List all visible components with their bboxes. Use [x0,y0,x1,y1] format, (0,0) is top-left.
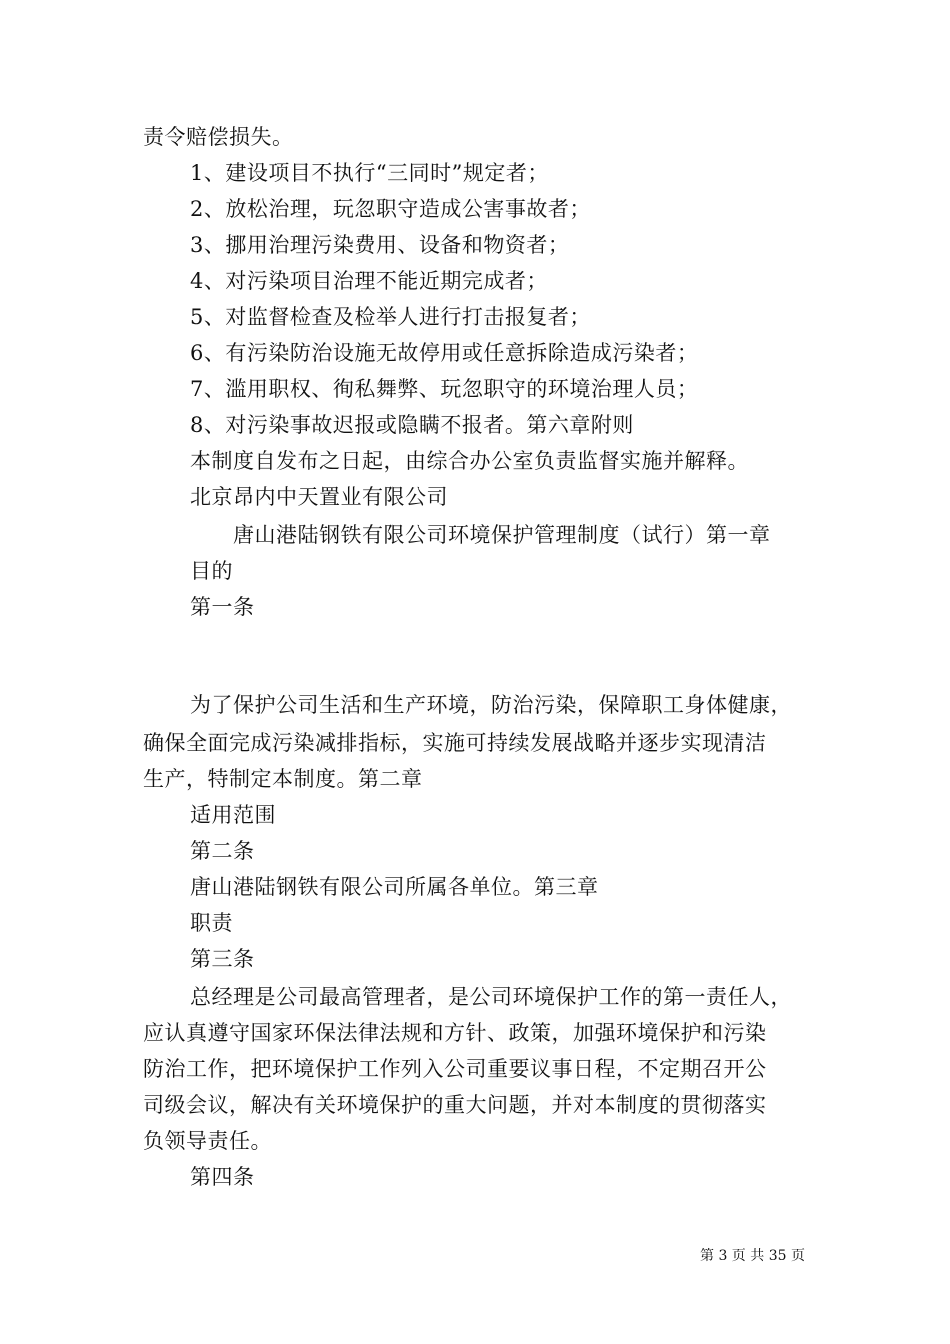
article-heading: 第四条 [190,1165,255,1189]
paragraph-line: 司级会议，解决有关环境保护的重大问题，并对本制度的贯彻落实 [143,1093,767,1117]
article-heading: 第三条 [190,947,255,971]
list-item: 5、对监督检查及检举人进行打击报复者； [190,305,591,329]
list-item: 6、有污染防治设施无故停用或任意拆除造成污染者； [190,341,699,365]
chapter-heading: 适用范围 [190,803,276,827]
paragraph-line: 为了保护公司生活和生产环境，防治污染，保障职工身体健康， [190,693,792,717]
text-line: 唐山港陆钢铁有限公司所属各单位。第三章 [190,875,599,899]
article-heading: 第一条 [190,595,255,619]
list-item: 3、挪用治理污染费用、设备和物资者； [190,233,570,257]
document-title: 唐山港陆钢铁有限公司环境保护管理制度（试行）第一章 [233,523,771,547]
article-heading: 第二条 [190,839,255,863]
company-name: 北京昂内中天置业有限公司 [190,485,448,509]
list-item: 1、建设项目不执行“三同时”规定者； [190,161,549,185]
paragraph-line: 总经理是公司最高管理者，是公司环境保护工作的第一责任人， [190,985,792,1009]
paragraph-line: 防治工作，把环境保护工作列入公司重要议事日程，不定期召开公 [143,1057,767,1081]
list-item: 7、滥用职权、徇私舞弊、玩忽职守的环境治理人员； [190,377,699,401]
chapter-heading: 目的 [190,559,233,583]
text-line: 本制度自发布之日起，由综合办公室负责监督实施并解释。 [190,449,749,473]
paragraph-line: 负领导责任。 [143,1129,272,1153]
text-line: 责令赔偿损失。 [143,125,294,149]
list-item: 8、对污染事故迟报或隐瞒不报者。第六章附则 [190,413,634,437]
paragraph-line: 生产，特制定本制度。第二章 [143,767,423,791]
chapter-heading: 职责 [190,911,233,935]
list-item: 4、对污染项目治理不能近期完成者； [190,269,548,293]
paragraph-line: 应认真遵守国家环保法律法规和方针、政策，加强环境保护和污染 [143,1021,767,1045]
list-item: 2、放松治理，玩忽职守造成公害事故者； [190,197,591,221]
paragraph-line: 确保全面完成污染减排指标，实施可持续发展战略并逐步实现清洁 [143,731,767,755]
page-number: 第 3 页 共 35 页 [700,1248,805,1264]
